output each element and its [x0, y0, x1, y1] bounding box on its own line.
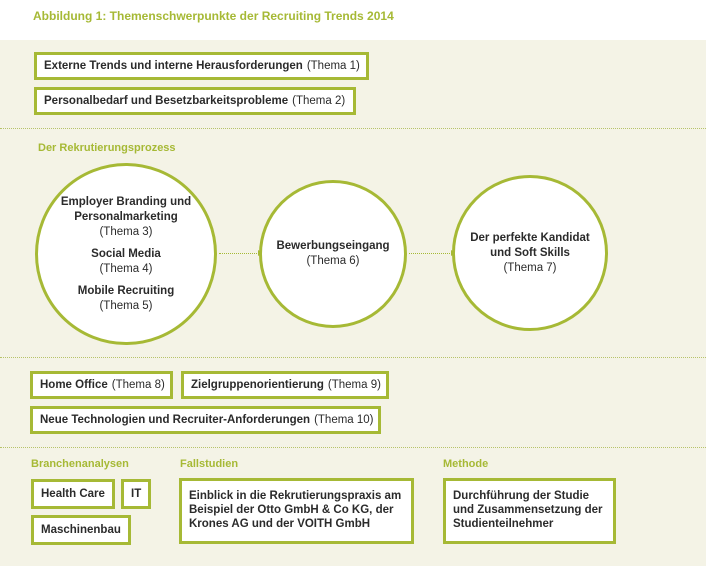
fallstudien-section-label: Fallstudien — [180, 458, 239, 470]
circle-topic-number: (Thema 7) — [503, 261, 557, 274]
circle-topic-label: Der perfekte Kandidat und Soft Skills — [470, 231, 590, 259]
topic-box-thema-9 — [181, 371, 389, 399]
topic-label: Externe Trends und interne Herausforderungen — [44, 60, 303, 72]
topic-label: Neue Technologien und Recruiter-Anforderungen — [40, 414, 311, 426]
section-divider — [0, 357, 706, 358]
process-circle-employer-branding — [35, 163, 217, 345]
branche-label: IT — [131, 488, 142, 500]
process-arrow — [219, 253, 259, 254]
topic-number: (Thema 8) — [111, 379, 165, 391]
methode-box — [443, 478, 616, 544]
topic-label: Personalbedarf und Besetzbarkeitsprobleme — [44, 95, 289, 107]
branche-box-it — [121, 479, 151, 509]
branche-box-maschinenbau — [31, 515, 131, 545]
circle-topic-label: Employer Branding und Personalmarketing — [60, 195, 192, 223]
section-divider — [0, 128, 706, 129]
topic-number: (Thema 10) — [314, 414, 374, 426]
fallstudien-text: Einblick in die Rekrutierungspraxis am Beispiel der Otto GmbH & Co KG, der Krones AG und der VOITH GmbH — [189, 490, 402, 530]
topic-box-thema-8 — [30, 371, 173, 399]
fallstudien-box — [179, 478, 414, 544]
branche-box-health-care — [31, 479, 115, 509]
topic-box-thema-1 — [34, 52, 369, 80]
methode-section-label: Methode — [443, 458, 489, 470]
topic-number: (Thema 9) — [327, 379, 381, 391]
topic-label: Home Office — [40, 379, 108, 391]
topic-label: Zielgruppenorientierung — [191, 379, 324, 391]
circle-topic-number: (Thema 6) — [306, 255, 360, 267]
branche-label: Maschinenbau — [41, 524, 121, 536]
topic-number: (Thema 2) — [292, 95, 346, 107]
process-section-label: Der Rekrutierungsprozess — [38, 142, 176, 154]
branche-label: Health Care — [41, 488, 105, 500]
circle-topic-number: (Thema 5) — [99, 299, 153, 312]
circle-topic-label: Bewerbungseingang — [276, 240, 390, 252]
figure-title: Abbildung 1: Themenschwerpunkte der Recruiting Trends 2014 — [33, 9, 394, 23]
topic-number: (Thema 1) — [306, 60, 360, 72]
process-arrow — [409, 253, 452, 254]
branchen-section-label: Branchenanalysen — [31, 458, 129, 470]
process-circle-bewerbungseingang — [259, 180, 407, 328]
methode-text: Durchführung der Studie und Zusammensetzung der Studienteilnehmer — [453, 490, 603, 530]
process-circle-perfekter-kandidat — [452, 175, 608, 331]
topic-box-thema-10 — [30, 406, 381, 434]
topic-box-thema-2 — [34, 87, 356, 115]
circle-topic-number: (Thema 3) — [99, 225, 153, 238]
circle-topic-number: (Thema 4) — [99, 262, 153, 275]
circle-topic-label: Social Media — [91, 247, 161, 260]
circle-topic-label: Mobile Recruiting — [77, 284, 175, 297]
section-divider — [0, 447, 706, 448]
